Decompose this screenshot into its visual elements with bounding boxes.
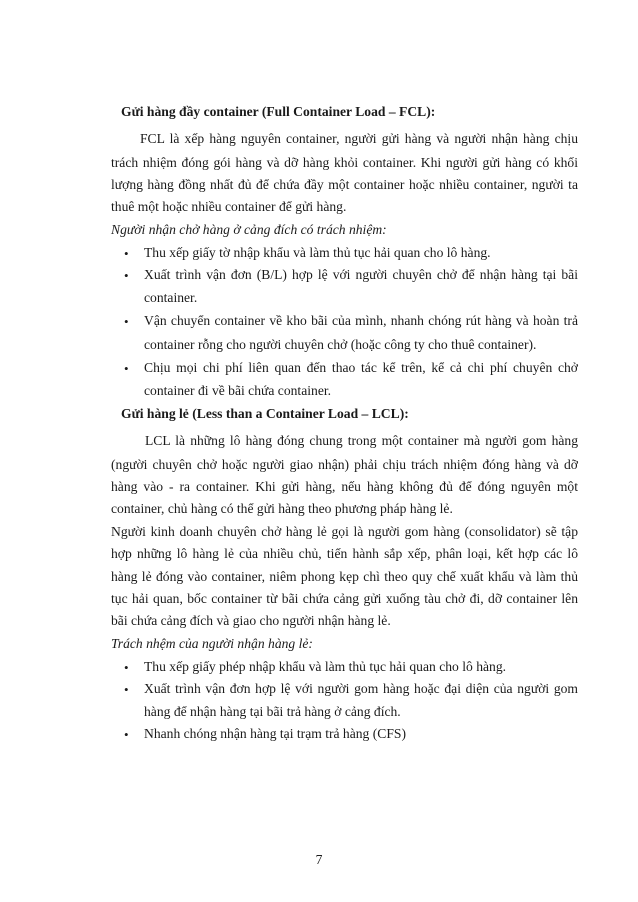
fcl-bullet-text: container rỗng cho người chuyên chở (hoặc công ty cho thuê container). <box>144 336 537 352</box>
lcl-bullet-text: Nhanh chóng nhận hàng tại trạm trả hàng (CFS) <box>144 726 406 742</box>
lcl-paragraph-line: (người chuyên chở hoặc người giao nhận) phải chịu trách nhiệm đóng hàng và dỡ <box>111 456 578 472</box>
lcl-bullet-text: hàng để nhận hàng tại bãi trả hàng ở cảng đích. <box>144 703 401 719</box>
bullet-icon: • <box>124 681 129 697</box>
lcl-responsibility-heading: Trách nhệm của người nhận hàng lẻ: <box>111 636 313 652</box>
fcl-bullet-text: Vận chuyển container về kho bãi của mình, nhanh chóng rút hàng và hoàn trả <box>144 312 578 328</box>
bullet-icon: • <box>124 659 129 675</box>
page-number: 7 <box>315 852 323 867</box>
fcl-bullet-text: Chịu mọi chi phí liên quan đến thao tác kể trên, kể cả chi phí chuyên chở <box>144 359 578 375</box>
bullet-icon: • <box>124 267 129 283</box>
bullet-icon: • <box>124 727 129 743</box>
lcl-paragraph-line: LCL là những lô hàng đóng chung trong một container mà người gom hàng <box>145 432 578 448</box>
lcl-bullet-text: Thu xếp giấy phép nhập khẩu và làm thủ tục hải quan cho lô hàng. <box>144 658 507 674</box>
fcl-bullet-text: Thu xếp giấy tờ nhập khẩu và làm thủ tục hải quan cho lô hàng. <box>144 245 491 261</box>
lcl-paragraph-line: bãi chứa cảng đích và giao cho người nhận hàng lẻ. <box>111 613 391 629</box>
bullet-icon: • <box>124 360 129 376</box>
fcl-paragraph-line: thuê một hoặc nhiều container để gửi hàng. <box>111 199 347 215</box>
fcl-paragraph-line: lượng hàng đồng nhất đủ để chứa đầy một container hoặc nhiều container, người ta <box>111 176 578 192</box>
lcl-paragraph-line: tục hải quan, bốc container từ bãi chứa cảng gửi xuống tàu chở đi, dỡ container lên <box>111 590 578 606</box>
fcl-bullet-text: container đi về bãi chứa container. <box>144 382 332 398</box>
fcl-paragraph-line: FCL là xếp hàng nguyên container, người gửi hàng và người nhận hàng chịu <box>140 131 578 147</box>
lcl-paragraph-line: hợp những lô hàng lẻ của nhiều chủ, tiến hành sắp xếp, phân loại, kết hợp các lô <box>111 546 578 562</box>
fcl-paragraph-line: trách nhiệm đóng gói hàng và dỡ hàng khỏi container. Khi người gửi hàng có khối <box>111 154 578 170</box>
lcl-paragraph-line: hàng vào - ra container. Khi gửi hàng, nếu hàng không đủ để đóng nguyên một <box>111 478 578 494</box>
lcl-paragraph-line: container, chủ hàng có thể gửi hàng theo phương pháp hàng lẻ. <box>111 501 453 517</box>
bullet-icon: • <box>124 246 129 262</box>
lcl-bullet-text: Xuất trình vận đơn hợp lệ với người gom hàng hoặc đại diện của người gom <box>144 680 578 696</box>
lcl-heading: Gửi hàng lẻ (Less than a Container Load – LCL): <box>121 405 409 421</box>
fcl-heading: Gửi hàng đầy container (Full Container Load – FCL): <box>121 104 436 120</box>
bullet-icon: • <box>124 313 129 329</box>
fcl-responsibility-heading: Người nhận chở hàng ở cảng đích có trách nhiệm: <box>111 222 387 238</box>
lcl-paragraph-line: Người kinh doanh chuyên chở hàng lẻ gọi là người gom hàng (consolidator) sẽ tập <box>111 524 578 540</box>
fcl-bullet-text: Xuất trình vận đơn (B/L) hợp lệ với người chuyên chở để nhận hàng tại bãi <box>144 266 578 282</box>
fcl-bullet-text: container. <box>144 290 198 306</box>
lcl-paragraph-line: hàng lẻ đóng vào container, niêm phong kẹp chì theo quy chế xuất khẩu và làm thủ <box>111 568 578 584</box>
